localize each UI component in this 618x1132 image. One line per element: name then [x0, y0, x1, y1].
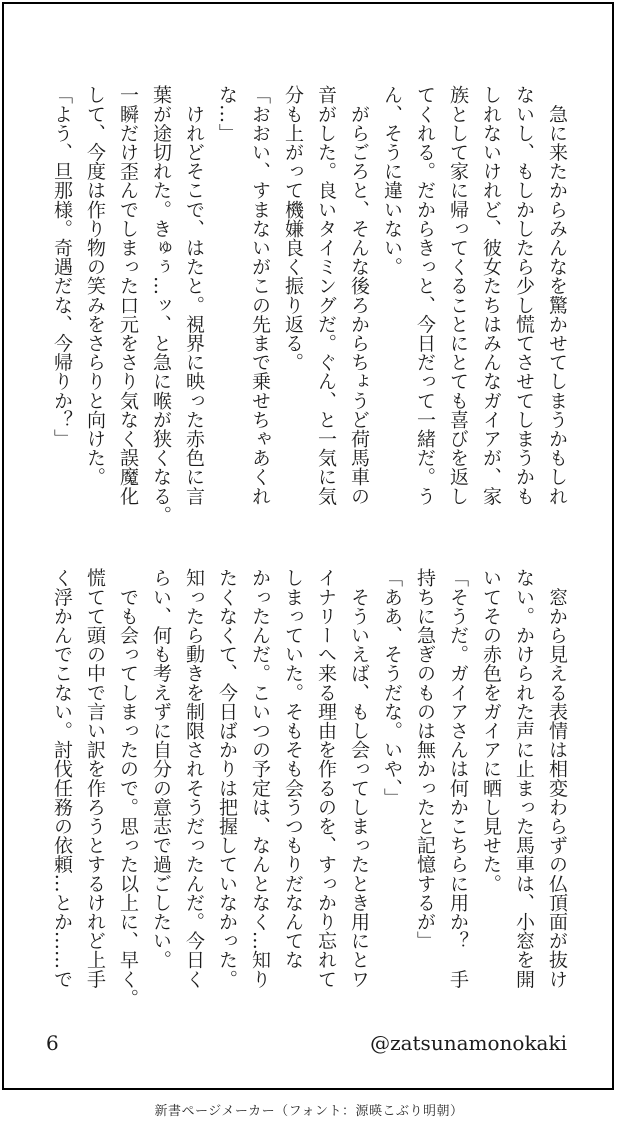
text-line: 窓から見える表情は相変わらずの仏頂面が抜け	[546, 568, 568, 989]
generator-caption: 新書ページメーカー（フォント：源暎こぶり明朝）	[154, 1104, 464, 1119]
text-line: 一瞬だけ歪んでしまった口元をさり気なく誤魔化	[117, 85, 139, 506]
text-line: イナリーへ来る理由を作るのを、すっかり忘れて	[315, 568, 337, 989]
text-line: しまっていた。そもそも会うつもりだなんてな	[282, 568, 304, 970]
text-line: 知ったら動きを制限されそうだったんだ。今日く	[183, 568, 205, 989]
text-line: 葉が途切れた。きゅぅ…ッ、と急に喉が狭くなる。	[150, 85, 172, 525]
text-line: く浮かんでこない。討伐任務の依頼…とか……で	[51, 568, 73, 989]
text-line: がらごろと、そんな後ろからちょうど荷馬車の	[348, 85, 370, 506]
text-line: な…」	[216, 85, 238, 143]
text-line: そういえば、もし会ってしまったとき用にとワ	[348, 568, 370, 989]
text-block-top	[45, 85, 573, 525]
text-line: 族として家に帰ってくることにとても喜びを返し	[447, 85, 469, 506]
text-line: でも会ってしまったので。思った以上に、早く。	[117, 568, 139, 1008]
text-line: 音がした。良いタイミングだ。ぐん、と一気に気	[315, 85, 337, 506]
text-line: ないし、もしかしたら少し慌てさせてしまうかも	[513, 85, 535, 506]
text-line: らい、何も考えずに自分の意志で過ごしたい。	[150, 568, 172, 970]
text-line: 持ちに急ぎのものは無かったと記憶するが」	[414, 568, 436, 950]
text-line: して、今度は作り物の笑みをさらりと向けた。	[84, 85, 106, 487]
text-line: 「ああ、そうだな。いや、」	[381, 568, 403, 807]
text-line: しれないけれど、彼女たちはみんなガイアが、家	[480, 85, 502, 506]
text-block-bottom	[45, 568, 573, 1008]
text-line: 急に来たからみんなを驚かせてしまうかもしれ	[546, 85, 568, 506]
text-line: けれどそこで、はたと。視界に映った赤色に言	[183, 85, 205, 506]
text-line: 「よう、旦那様。奇遇だな、今帰りか？」	[51, 85, 73, 448]
page-footer	[46, 1031, 567, 1055]
text-line: ない。かけられた声に止まった馬車は、小窓を開	[513, 568, 535, 989]
text-line: 「そうだ。ガイアさんは何かこちらに用か？ 手	[447, 568, 469, 989]
text-line: かったんだ。こいつの予定は、なんとなく…知り	[249, 568, 271, 989]
text-line: ん、そうに違いない。	[381, 85, 403, 276]
text-line: いてその赤色をガイアに晒し見せた。	[480, 568, 502, 893]
text-line: 「おおい、すまないがこの先まで乗せちゃあくれ	[249, 85, 271, 506]
page-number: 6	[46, 1031, 59, 1055]
text-line: たくなくて、今日ばかりは把握していなかった。	[216, 568, 238, 989]
author-handle: @zatsunamonokaki	[370, 1031, 567, 1055]
text-line: てくれる。だからきっと、今日だって一緒だ。う	[414, 85, 436, 506]
text-line: 慌てて頭の中で言い訳を作ろうとするけれど上手	[84, 568, 106, 989]
text-line: 分も上がって機嫌良く振り返る。	[282, 85, 304, 372]
